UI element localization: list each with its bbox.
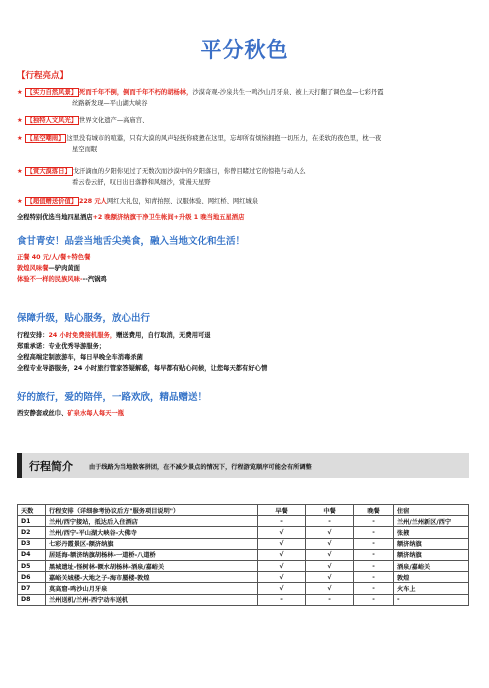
gift-heading: 好的旅行，爱的陪伴，一路欢欣，精品赠送！	[17, 392, 208, 403]
highlight-text: 沙漠奇观-沙泉共生一鸣沙山月牙泉、被上天打翻了调色盘—七彩丹霞	[192, 89, 384, 96]
cell-schedule: 七彩丹霞景区-额济纳旗	[46, 538, 258, 549]
cell-lunch: -	[306, 594, 354, 605]
cell-schedule: 黑城遗址-怪树林-额水胡杨林-酒泉/嘉峪关	[46, 560, 258, 571]
food-line	[17, 252, 107, 263]
food-line-red: 正餐 40 元/人/餐+特色餐	[17, 254, 91, 261]
highlight-line2: 看云卷云舒，叹日出日落静和风细沙，赏漫天星野	[72, 179, 211, 186]
food-line-black: —驴肉黄面	[48, 265, 80, 272]
star-icon: ★	[17, 198, 23, 205]
table-header-row	[18, 505, 469, 516]
cell-lunch: √	[306, 549, 354, 560]
cell-schedule: 居延海-额济纳旗胡杨林-一道桥-八道桥	[46, 549, 258, 560]
cell-day: D7	[18, 583, 46, 594]
cell-breakfast: -	[258, 594, 306, 605]
cell-lunch: √	[306, 572, 354, 583]
cell-lunch: √	[306, 583, 354, 594]
food-line-red: 体验不一样的民族风味-	[17, 276, 83, 283]
cell-lodging: 兰州/兰州新区/西宁	[394, 516, 469, 527]
service-line	[17, 363, 267, 374]
highlight-item	[17, 133, 469, 155]
cell-lodging: 火车上	[394, 583, 469, 594]
cell-lunch: -	[306, 516, 354, 527]
food-line	[17, 263, 107, 274]
gift-line-red: 矿泉水每人每天一瓶	[67, 410, 125, 417]
cell-dinner: -	[354, 594, 394, 605]
food-heading: 食甘青安！品尝当地舌尖美食，融入当地文化和生活！	[17, 236, 246, 247]
cell-day: D4	[18, 549, 46, 560]
service-line	[17, 330, 267, 341]
cell-day: D1	[18, 516, 46, 527]
star-icon: ★	[17, 168, 23, 175]
service-line-red: 24 小时免费接机服务，	[48, 332, 117, 339]
cell-dinner: -	[354, 538, 394, 549]
highlight-tag: 【超值赠送价值】	[26, 198, 78, 205]
cell-schedule: 兰州送机/兰州-西宁动车送机	[46, 594, 258, 605]
table-row	[18, 538, 469, 549]
star-icon: ★	[17, 135, 23, 142]
service-line-black: 全程专业导游服务，24 小时旅行管家答疑解惑，每早都有贴心问候，让您每天都有好心情	[17, 365, 268, 372]
food-line-red: 敦煌风味餐	[17, 265, 49, 272]
cell-schedule: 嘉峪关城楼-大地之子-海市蜃楼-敦煌	[46, 572, 258, 583]
cell-day: D5	[18, 560, 46, 571]
cell-day: D2	[18, 527, 46, 538]
food-lines	[17, 252, 107, 285]
hotel-line-black: 全程特别优选当地四星酒店	[17, 214, 93, 221]
highlight-text: 世界文化遗产—高庙宫、	[79, 117, 149, 124]
highlight-item	[17, 87, 469, 109]
service-line	[17, 352, 267, 363]
table-row	[18, 583, 469, 594]
service-line-black: 郑重承诺：专业优秀导游服务；	[17, 343, 106, 350]
header-lunch: 中餐	[306, 505, 354, 516]
hotel-line	[17, 212, 244, 223]
banner-accent-bar	[17, 453, 22, 478]
cell-lodging: 敦煌	[394, 572, 469, 583]
highlight-tag: 【实力自然风景】	[26, 89, 78, 96]
table-row	[18, 549, 469, 560]
cell-lunch: √	[306, 527, 354, 538]
food-line-black: --汽锅鸡	[82, 276, 107, 283]
cell-breakfast: √	[258, 560, 306, 571]
highlight-line2: 丝路新发现—平山湖大峡谷	[72, 100, 148, 107]
cell-breakfast: -	[258, 516, 306, 527]
cell-schedule: 兰州/西宁-平山湖大峡谷-大佛寺	[46, 527, 258, 538]
cell-lodging: 额济纳旗	[394, 549, 469, 560]
star-icon: ★	[17, 117, 23, 124]
cell-day: D8	[18, 594, 46, 605]
header-schedule: 行程安排（详细参考协议后方"服务项目说明"）	[46, 505, 258, 516]
cell-breakfast: √	[258, 572, 306, 583]
highlight-tag: 【星空嘲雨】	[26, 135, 65, 142]
header-dinner: 晚餐	[354, 505, 394, 516]
cell-dinner: -	[354, 516, 394, 527]
header-breakfast: 早餐	[258, 505, 306, 516]
cell-lodging: 张掖	[394, 527, 469, 538]
table-row	[18, 516, 469, 527]
service-line	[17, 341, 267, 352]
cell-breakfast: √	[258, 583, 306, 594]
hotel-line-red: +2 晚额济纳旗干净卫生帐间+升级 1 晚当地五星酒店	[92, 214, 245, 221]
service-line-black: 全程高端定制旅游车，每日早晚全车消毒杀菌	[17, 354, 143, 361]
itinerary-table	[17, 504, 469, 606]
highlight-text: 网红大礼包，知青拍照、汉服体验、网红桥、网红城泉	[106, 198, 259, 205]
highlight-text: 这里没有城市的喧嚣，只有大漠的风声轻抚你疲惫在这里，忘却所有烦恼拥抱一切压力，在柔软的夜色里，枕一夜	[66, 135, 382, 142]
cell-schedule: 兰州/西宁接站，抵达后入住酒店	[46, 516, 258, 527]
page-title: 平分秋色	[200, 38, 289, 62]
highlight-item	[17, 115, 469, 126]
cell-dinner: -	[354, 549, 394, 560]
cell-schedule: 莫高窟-鸣沙山月牙泉	[46, 583, 258, 594]
itinerary-banner	[17, 453, 469, 478]
service-heading: 保障升级，贴心服务，放心出行	[17, 313, 151, 324]
cell-breakfast: √	[258, 538, 306, 549]
service-lines	[17, 330, 267, 374]
cell-day: D3	[18, 538, 46, 549]
cell-lodging: 酒泉/嘉峪关	[394, 560, 469, 571]
cell-dinner: -	[354, 572, 394, 583]
cell-breakfast: √	[258, 549, 306, 560]
star-icon: ★	[17, 89, 23, 96]
cell-lunch: √	[306, 560, 354, 571]
cell-day: D6	[18, 572, 46, 583]
highlight-text: 戈汗滴血的夕阳你见过了无数次而沙漠中的夕阳落日，你曾目睹过它的惊艳与动人么	[72, 168, 306, 175]
gift-line	[17, 408, 124, 419]
highlight-item	[17, 196, 469, 207]
table-row	[18, 527, 469, 538]
table-row	[18, 572, 469, 583]
service-line-black2: 赠送费用，自行取消，无费用可退	[116, 332, 211, 339]
gift-line-black: 西安静套或丝巾、	[17, 410, 68, 417]
cell-lodging: 额济纳旗	[394, 538, 469, 549]
highlight-line2: 星空而眠	[72, 146, 98, 153]
cell-dinner: -	[354, 560, 394, 571]
cell-dinner: -	[354, 527, 394, 538]
highlight-red-text: 死而千年不倒，倒而千年不朽的胡杨林，	[79, 89, 193, 96]
cell-breakfast: √	[258, 527, 306, 538]
food-line	[17, 274, 107, 285]
itinerary-subtitle: 由于线路为当地散客拼团，在不减少景点的情况下，行程游览顺序可能会有所调整	[89, 464, 312, 471]
cell-lodging: -	[394, 594, 469, 605]
highlight-item	[17, 166, 469, 188]
cell-lunch: √	[306, 538, 354, 549]
header-lodging: 住宿	[394, 505, 469, 516]
cell-dinner: -	[354, 583, 394, 594]
highlight-tag: 【独特人文风光】	[26, 117, 78, 124]
header-day: 天数	[18, 505, 46, 516]
highlight-tag: 【赏大漠落日】	[26, 168, 71, 175]
service-line-black: 行程安排：	[17, 332, 49, 339]
highlights-heading: 【行程亮点】	[17, 71, 69, 81]
table-row	[18, 560, 469, 571]
table-row	[18, 594, 469, 605]
itinerary-title: 行程简介	[29, 460, 73, 473]
highlight-red-text: 228 元人	[79, 198, 107, 205]
